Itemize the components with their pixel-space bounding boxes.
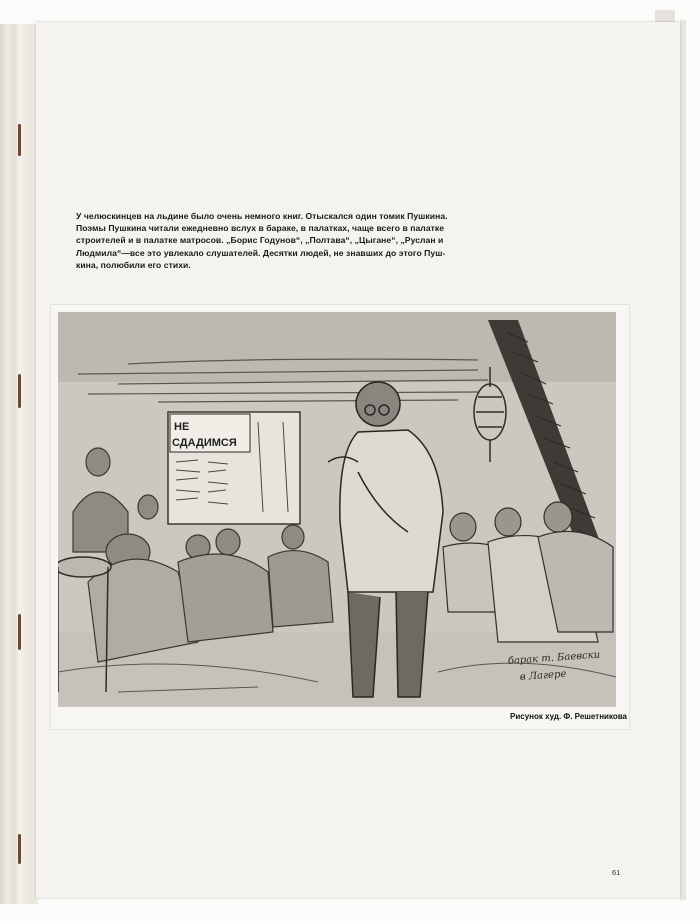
poster-text-ne: НЕ [174, 421, 190, 433]
page-edge [680, 20, 686, 900]
page-tab [655, 10, 675, 22]
paragraph-line: Поэмы Пушкина читали ежедневно вслух в бараке, в палатках, чаще всего в палатке [76, 223, 445, 234]
spine-stain [18, 124, 21, 156]
page-number: 61 [612, 868, 621, 877]
poster-text-sdadimsya: СДАДИМСЯ [172, 437, 237, 449]
spine-stain [18, 614, 21, 650]
spine-stain [18, 834, 21, 864]
sketch-drawing [58, 312, 616, 707]
paragraph-line: строителей и в палатке матросов. „Борис Годунов“, „Полтава“, „Цыгане“, „Руслан и [76, 235, 444, 246]
paragraph-line: Людмила“—все это увлекало слушателей. Десятки людей, не знавших до этого Пуш- [76, 247, 446, 258]
sketch-illustration [58, 312, 616, 707]
book-spine-edge [0, 24, 38, 904]
paragraph-line: кина, полюбили его стихи. [76, 259, 191, 270]
inscription-line2: в Лагере [519, 668, 567, 683]
spine-stain [18, 374, 21, 408]
paragraph-line: У челюскинцев на льдине было очень немного книг. Отыскался один томик Пушкина. [76, 211, 448, 221]
illustration-caption: Рисунок худ. Ф. Решетникова [509, 712, 627, 721]
article-paragraph [76, 210, 454, 271]
inscription-line1: барак т. Баевски [507, 649, 601, 667]
